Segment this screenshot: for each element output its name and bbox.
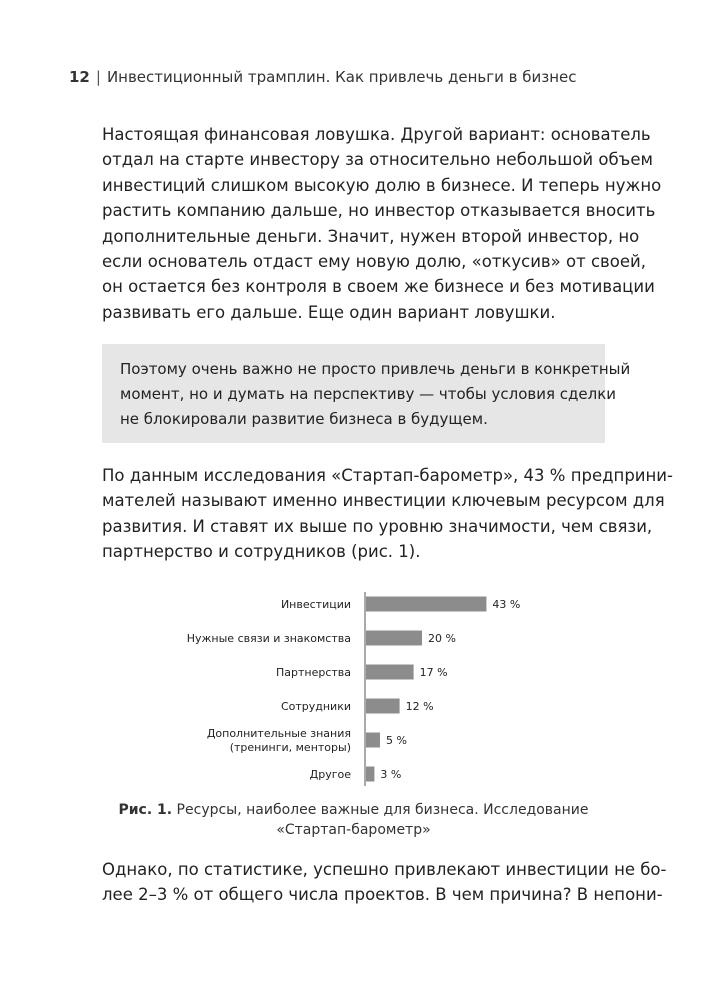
text-line: Однако, по статистике, успешно привлекают инвестиции не бо- [102,860,667,879]
text-line: если основатель отдаст ему новую долю, «откусив» от своей, [102,252,646,272]
book-title: Инвестиционный трамплин. Как привлечь деньги в бизнес [106,68,577,86]
chart-category-label: Нужные связи и знакомства [186,632,351,645]
text-line: растить компанию дальше, но инвестор отказывается вносить [102,201,656,221]
callout-line: Поэтому очень важно не просто привлечь деньги в конкретный [120,360,631,378]
chart-category-label: (тренинги, менторы) [229,741,351,754]
callout-line: момент, но и думать на перспективу — чтобы условия сделки [120,385,617,403]
caption-line-2: «Стартап-барометр» [276,822,431,838]
chart-value-label: 17 % [419,666,448,679]
text-line: отдал на старте инвестору за относительно небольшой объем [102,150,653,170]
resources-bar-chart [180,590,540,790]
text-line: развивать его дальше. Еще один вариант ловушки. [102,302,556,322]
chart-category-label: Сотрудники [280,700,351,713]
chart-bar [366,631,422,646]
text-line: развития. И ставят их выше по уровню значимости, чем связи, [102,516,653,536]
chart-category-label: Партнерства [275,666,351,679]
chart-bar [366,665,414,680]
text-line: По данным исследования «Стартап-барометр», 43 % предприни- [102,466,673,485]
chart-bar [366,733,380,748]
text-line: дополнительные деньги. Значит, нужен второй инвестор, но [102,226,640,246]
chart-value-label: 20 % [428,632,456,645]
callout-line: не блокировали развитие бизнеса в будущем. [120,410,488,428]
chart-value-label: 12 % [405,700,434,713]
paragraph-startup-barometer [102,463,673,565]
chart-category-label: Другое [309,768,351,781]
chart-value-label: 43 % [492,598,521,611]
chart-value-label: 3 % [380,768,402,781]
page-number: 12 [69,68,90,86]
caption-line-1 [102,800,605,820]
caption-text: Ресурсы, наиболее важные для бизнеса. Исследование [172,802,589,818]
callout-text [120,357,631,432]
callout-box [102,344,631,443]
chart-category-label: Дополнительные знания [206,727,351,740]
header-separator: | [95,68,101,86]
chart-bar [366,767,374,782]
chart-category-label: Инвестиции [280,598,351,611]
paragraph-financial-trap [102,122,662,325]
paragraph-statistics [102,857,667,908]
text-line: Настоящая финансовая ловушка. Другой вариант: основатель [102,125,651,144]
text-line: партнерство и сотрудников (рис. 1). [102,542,421,562]
chart-value-label: 5 % [386,734,407,747]
chart-svg [180,590,540,790]
text-line: мателей называют именно инвестиции ключевым ресурсом для [102,491,665,511]
text-line: инвестиций слишком высокую долю в бизнесе. И теперь нужно [102,175,662,195]
text-line: лее 2–3 % от общего числа проектов. В чем причина? В непони- [102,885,663,905]
caption-label: Рис. 1. [118,802,173,818]
figure-caption [102,800,605,840]
running-header [69,68,577,86]
text-line: он остается без контроля в своем же бизнесе и без мотивации [102,277,655,297]
chart-bar [366,597,486,612]
chart-bar [366,699,400,714]
